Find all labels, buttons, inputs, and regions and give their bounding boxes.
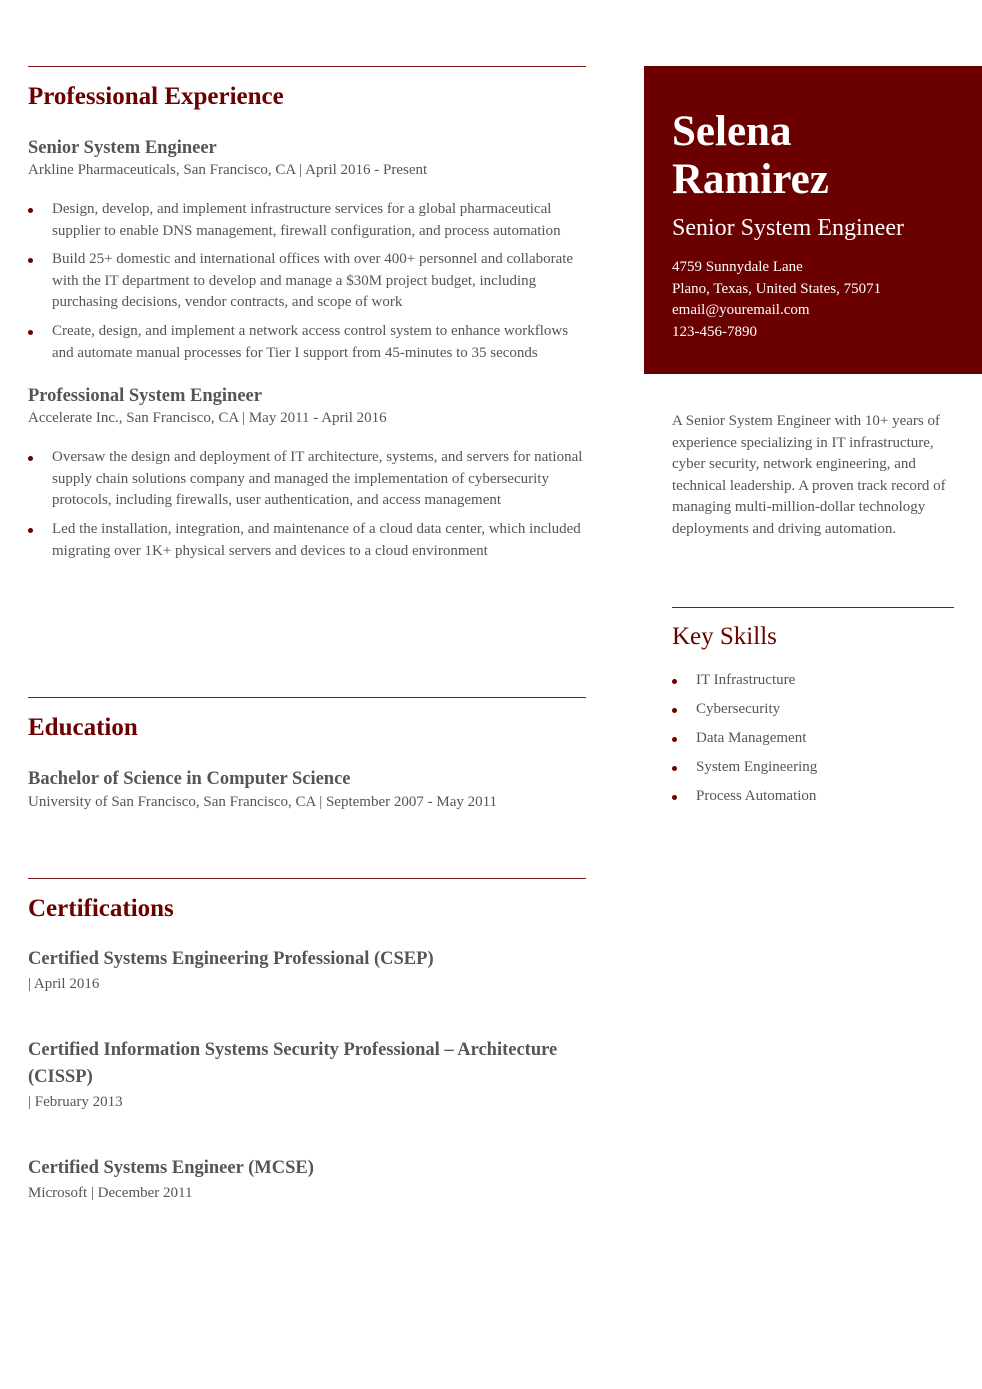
list-item xyxy=(672,757,954,779)
phone-text: 123-456-7890 xyxy=(672,323,757,340)
list-item xyxy=(28,199,586,242)
bullet-text: Oversaw the design and deployment of IT architecture, systems, and servers for national supply chain solutions company and managed the implementation of cybersecurity protocols, including firewalls, user authentication, and access management xyxy=(52,449,583,509)
certification-name: Certified Systems Engineer (MCSE) xyxy=(28,1158,314,1178)
degree-title: Bachelor of Science in Computer Science xyxy=(28,769,351,789)
degree-meta: University of San Francisco, San Francisco, CA | September 2007 - May 2011 xyxy=(28,794,498,810)
bullet-icon xyxy=(672,795,677,800)
skill-text: Data Management xyxy=(696,729,807,746)
list-item xyxy=(672,670,954,692)
experience-section xyxy=(28,66,586,562)
bullet-icon xyxy=(672,766,677,771)
bullet-icon xyxy=(672,708,677,713)
skill-text: System Engineering xyxy=(696,758,818,775)
contact-info xyxy=(672,257,982,343)
certification-meta: Microsoft | December 2011 xyxy=(28,1185,193,1201)
bullet-icon xyxy=(28,330,33,335)
job-meta: Arkline Pharmaceuticals, San Francisco, CA | April 2016 - Present xyxy=(28,162,428,178)
experience-divider xyxy=(28,66,586,67)
skill-text: IT Infrastructure xyxy=(696,672,796,688)
job-entry xyxy=(28,384,586,562)
list-item xyxy=(28,447,586,512)
name-header xyxy=(644,66,982,374)
address-line: 4759 Sunnydale Lane xyxy=(672,259,803,275)
summary-text: A Senior System Engineer with 10+ years of experience specializing in IT infrastructure, cyber security, network engineering, and technical leadership. A proven track record of managing multi-million-dollar technology deployments and driving automation. xyxy=(672,413,946,537)
list-item xyxy=(672,699,954,721)
bullet-text: Build 25+ domestic and international offices with over 400+ personnel and collaborate with the IT department to develop and manage a $30M project budget, including purchasing decisions, vendor contracts, and scope of work xyxy=(52,251,574,311)
list-item xyxy=(28,249,586,314)
bullet-text: Led the installation, integration, and maintenance of a cloud data center, which included migrating over 1K+ physical servers and devices to a cloud environment xyxy=(52,520,581,559)
certification-entry xyxy=(28,1037,568,1112)
job-title: Senior System Engineer xyxy=(28,138,217,158)
job-title: Professional System Engineer xyxy=(28,386,262,407)
bullet-text: Design, develop, and implement infrastructure services for a global pharmaceutical supplier to enable DNS management, firewall configuration, and process automation xyxy=(52,201,561,239)
certification-meta: | April 2016 xyxy=(28,976,100,992)
first-name: Selena xyxy=(672,108,792,155)
bullet-icon xyxy=(28,456,33,461)
experience-heading: Professional Experience xyxy=(28,83,284,110)
education-divider xyxy=(28,697,586,698)
skill-text: Cybersecurity xyxy=(696,700,781,717)
bullet-text: Create, design, and implement a network access control system to enhance workflows and automate manual processes for Tier I support from 45-minutes to 35 seconds xyxy=(52,322,569,361)
list-item xyxy=(672,786,954,808)
address-line: Plano, Texas, United States, 75071 xyxy=(672,280,882,297)
skills-heading: Key Skills xyxy=(672,623,777,650)
job-bullets xyxy=(28,447,586,562)
job-entry xyxy=(28,136,586,364)
bullet-icon xyxy=(28,258,33,263)
certification-meta: | February 2013 xyxy=(28,1094,123,1110)
skill-text: Process Automation xyxy=(696,787,817,804)
job-bullets xyxy=(28,199,586,364)
role-title: Senior System Engineer xyxy=(672,215,904,241)
bullet-icon xyxy=(672,737,677,742)
bullet-icon xyxy=(28,208,33,213)
certifications-heading: Certifications xyxy=(28,895,174,922)
certifications-divider xyxy=(28,878,586,879)
certification-name: Certified Systems Engineering Professional (CSEP) xyxy=(28,949,434,969)
bullet-icon xyxy=(28,528,33,533)
list-item xyxy=(672,728,954,750)
skills-list xyxy=(672,670,954,815)
bullet-icon xyxy=(672,679,677,684)
education-heading: Education xyxy=(28,714,138,741)
list-item xyxy=(28,321,586,364)
skills-divider xyxy=(672,607,954,608)
email-text: email@youremail.com xyxy=(672,302,810,318)
certification-entry xyxy=(28,1155,568,1203)
certification-entry xyxy=(28,946,568,994)
job-meta: Accelerate Inc., San Francisco, CA | May 2011 - April 2016 xyxy=(28,410,387,427)
list-item xyxy=(28,519,586,562)
last-name: Ramirez xyxy=(672,156,829,203)
certification-name: Certified Information Systems Security Professional – Architecture (CISSP) xyxy=(28,1040,558,1087)
